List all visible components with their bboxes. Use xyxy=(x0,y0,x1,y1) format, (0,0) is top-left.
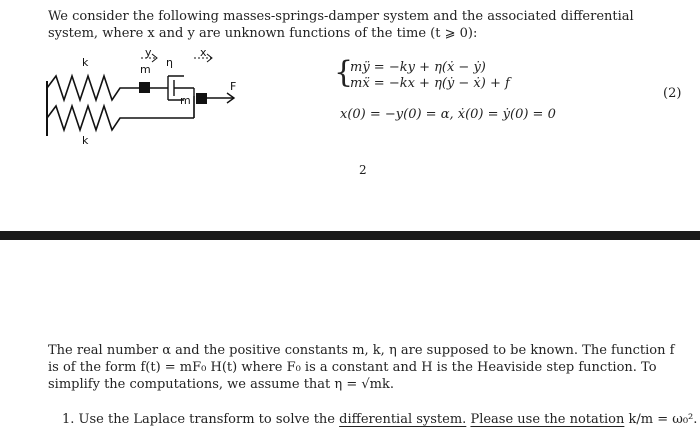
question-text-after: k/m = ω₀². xyxy=(628,412,698,427)
underlined-notation: Please use the notation xyxy=(470,412,625,427)
intro-text: We consider the following masses-springs-damper system and the associated differential system, where x and y are unknown functions of the time (t ⩾ 0): xyxy=(48,9,634,41)
equation-number: (2) xyxy=(663,86,682,101)
page-separator xyxy=(0,231,700,240)
question-number: 1. xyxy=(62,412,75,427)
label-x-arrow: x xyxy=(200,46,207,59)
label-k-bottom: k xyxy=(82,134,89,147)
label-k-top: k xyxy=(82,56,89,69)
equation-y: mÿ = −ky + η(ẋ − ẏ) xyxy=(350,60,486,75)
initial-conditions: x(0) = −y(0) = α, ẋ(0) = ẏ(0) = 0 xyxy=(340,107,556,122)
mass-spring-damper-diagram xyxy=(44,46,274,156)
problem-paragraph: The real number α and the positive constants m, k, η are supposed to be known. The function f is of the form f(t) = mF₀ H(t) where F₀ is a constant and H is the Heaviside step function. To simplify the computations, we assume that η = √mk. xyxy=(48,343,675,392)
label-damper: η xyxy=(166,56,173,69)
label-y-arrow: y xyxy=(145,46,152,59)
differential-system xyxy=(334,55,638,92)
page-number: 2 xyxy=(359,163,367,177)
equation-x: mẍ = −kx + η(ẏ − ẋ) + f xyxy=(350,76,510,91)
question-text-before: Use the Laplace transform to solve the xyxy=(78,412,340,427)
question-1 xyxy=(62,412,697,427)
label-mass-bottom: m xyxy=(180,94,191,107)
label-force: F xyxy=(230,80,237,93)
label-mass-top: m xyxy=(140,63,151,76)
underlined-differential-system: differential system. xyxy=(339,412,467,427)
system-brace: { xyxy=(334,55,354,90)
